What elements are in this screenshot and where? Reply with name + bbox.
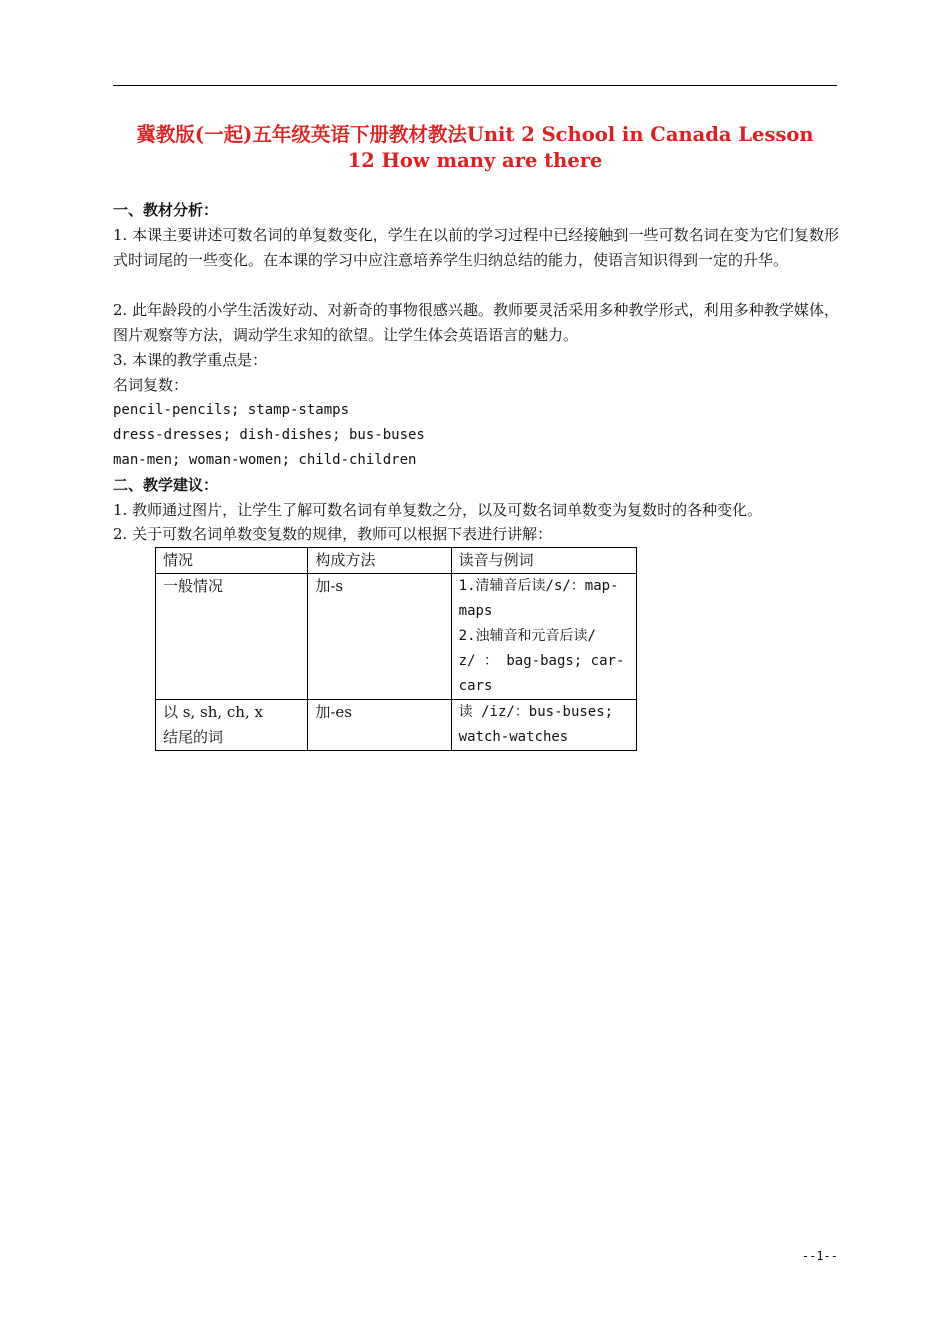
table-row [156, 700, 637, 751]
case-text: 以 s, sh, ch, x [163, 703, 263, 721]
example-text: 1.清辅音后读/s/：map- [458, 578, 619, 594]
table-cell-method: 加-s [308, 574, 451, 700]
table-cell-examples [451, 574, 636, 700]
document-title [113, 122, 837, 174]
table-cell-examples [451, 700, 636, 751]
section-2-paragraph-1: 1. 教师通过图片，让学生了解可数名词有单复数之分，以及可数名词单数变为复数时的各种变化。 [113, 501, 763, 519]
table-row [156, 574, 637, 700]
table-header-cell: 构成方法 [308, 548, 451, 574]
page-number: --1-- [801, 1249, 838, 1263]
table-cell-method: 加-es [308, 700, 451, 751]
table-cell-case [156, 700, 308, 751]
section-2-heading: 二、教学建议： [113, 476, 219, 494]
table-header-cell: 情况 [156, 548, 308, 574]
example-line-1: pencil-pencils; stamp-stamps [113, 402, 350, 418]
title-line-2: 12 How many are there [347, 149, 603, 172]
section-1-heading: 一、教材分析： [113, 201, 219, 219]
example-text: maps [458, 603, 493, 619]
header-rule [113, 85, 837, 86]
example-text: cars [458, 678, 493, 694]
section-1-paragraph-1: 1. 本课主要讲述可数名词的单复数变化，学生在以前的学习过程中已经接触到一些可数名词在变为它们复数形式时词尾的一些变化。在本课的学习中应注意培养学生归纳总结的能力，使语言知识得到一定的升华。 [113, 226, 839, 269]
plural-rules-table [155, 547, 637, 751]
title-line-1: 冀教版(一起)五年级英语下册教材教法Unit 2 School in Canada Lesson [136, 123, 814, 146]
table-header-cell: 读音与例词 [451, 548, 636, 574]
section-2-paragraph-2: 2. 关于可数名词单数变复数的规律，教师可以根据下表进行讲解： [113, 525, 553, 543]
case-text: 结尾的词 [163, 728, 224, 746]
example-line-2: dress-dresses; dish-dishes; bus-buses [113, 427, 425, 443]
table-header-row [156, 548, 637, 574]
section-1-paragraph-4: 名词复数： [113, 376, 189, 394]
example-text: 2.浊辅音和元音后读/ [458, 628, 596, 644]
example-text: 读 /iz/：bus-buses; [458, 704, 614, 720]
example-line-3: man-men; woman-women; child-children [113, 452, 417, 468]
example-text: watch-watches [458, 729, 569, 745]
example-text: z/ ： bag-bags; car- [458, 653, 625, 669]
section-1-paragraph-3: 3. 本课的教学重点是： [113, 351, 268, 369]
section-1-paragraph-2: 2. 此年龄段的小学生活泼好动、对新奇的事物很感兴趣。教师要灵活采用多种教学形式，利用多种教学媒体，图片观察等方法，调动学生求知的欲望。让学生体会英语语言的魅力。 [113, 301, 839, 344]
table-cell-case: 一般情况 [156, 574, 308, 700]
